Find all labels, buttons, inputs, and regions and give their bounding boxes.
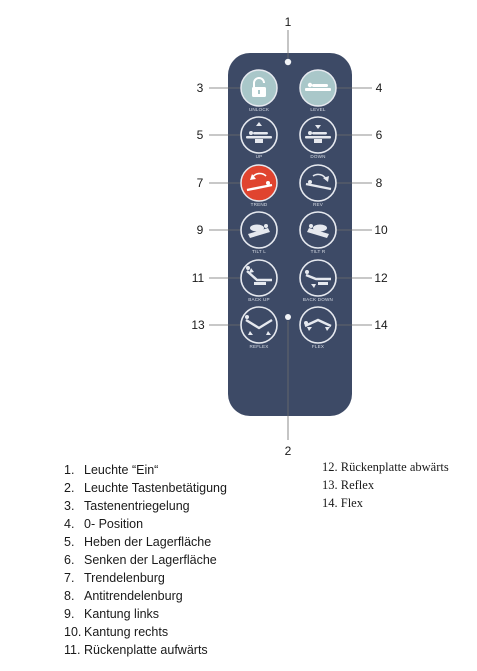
- legend-item: 6. Senken der Lagerfläche: [64, 553, 217, 567]
- callout-12: 12: [374, 271, 388, 285]
- legend-item: 11. Rückenplatte aufwärts: [64, 643, 208, 657]
- callout-10: 10: [374, 223, 388, 237]
- callout-13: 13: [191, 318, 205, 332]
- down-label: DOWN: [310, 154, 326, 159]
- rev-label: REV: [312, 202, 324, 207]
- legend-item: 5. Heben der Lagerfläche: [64, 535, 212, 549]
- indicator-light-keypress: [285, 314, 291, 320]
- tilt-right-label: TILT R: [310, 249, 326, 254]
- callout-6: 6: [375, 128, 383, 142]
- tilt-left-label: TILT L: [251, 249, 267, 254]
- unlock-label: UNLOCK: [248, 107, 270, 112]
- reflex-label: REFLEX: [249, 344, 269, 349]
- legend-list-left: [64, 461, 227, 659]
- legend-item: 10. Kantung rechts: [64, 625, 169, 639]
- legend-item: 2. Leuchte Tastenbetätigung: [64, 481, 227, 495]
- flex-label: FLEX: [311, 344, 325, 349]
- legend-item: 14. Flex: [322, 496, 363, 510]
- callout-7: 7: [196, 176, 204, 190]
- callout-3: 3: [196, 81, 204, 95]
- trend-label: TREND: [250, 202, 268, 207]
- legend-item: 8. Antitrendelenburg: [64, 589, 183, 603]
- legend-item: 7. Trendelenburg: [64, 571, 165, 585]
- callout-14: 14: [374, 318, 388, 332]
- legend-item: 9. Kantung links: [64, 607, 160, 621]
- callout-4: 4: [375, 81, 383, 95]
- callout-8: 8: [375, 176, 383, 190]
- indicator-light-on: [285, 59, 291, 65]
- callout-1: 1: [284, 15, 292, 29]
- legend-item: 4. 0- Position: [64, 517, 144, 531]
- back-down-label: BACK DOWN: [302, 297, 334, 302]
- legend-item: 1. Leuchte “Ein“: [64, 463, 159, 477]
- legend-item: 13. Reflex: [322, 478, 375, 492]
- level-label: LEVEL: [310, 107, 326, 112]
- legend-item: 12. Rückenplatte abwärts: [322, 460, 449, 474]
- callout-11: 11: [191, 271, 205, 285]
- legend-item: 3. Tastenentriegelung: [64, 499, 190, 513]
- callout-9: 9: [196, 223, 204, 237]
- legend-list-right: [322, 458, 449, 512]
- callout-5: 5: [196, 128, 204, 142]
- up-label: UP: [255, 154, 263, 159]
- callout-2: 2: [284, 444, 292, 458]
- back-up-label: BACK UP: [248, 297, 270, 302]
